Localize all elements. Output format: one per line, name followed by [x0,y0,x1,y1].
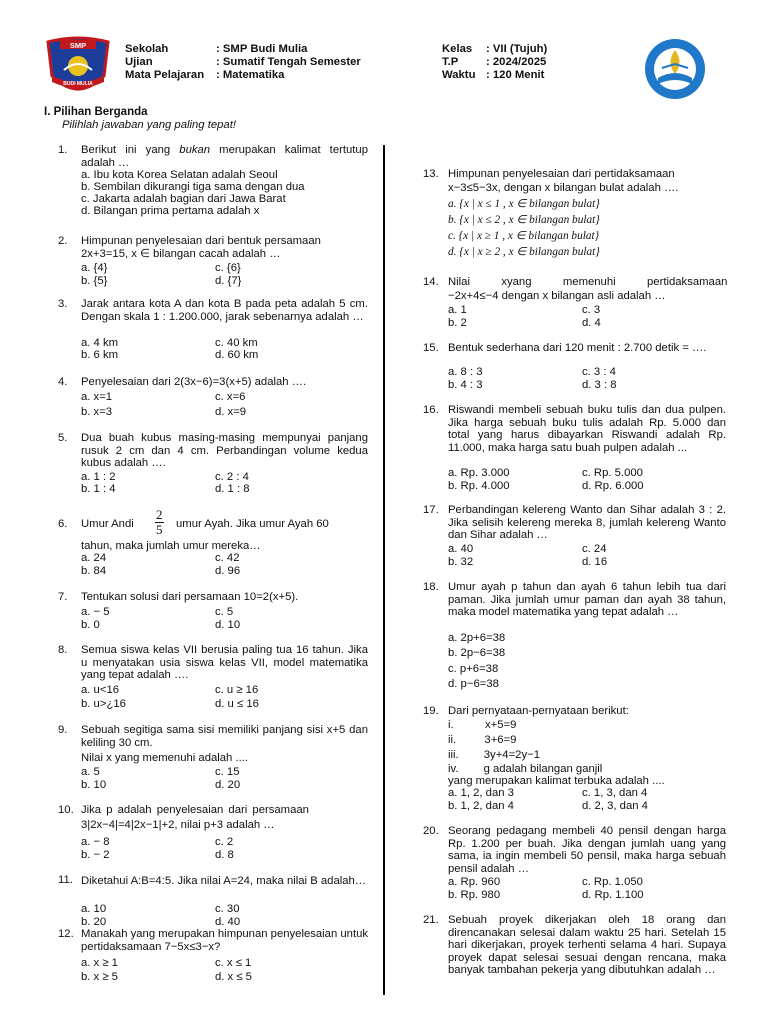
question-text-end: tahun, maka jumlah umur mereka… [81,540,261,552]
option-b[interactable]: b. 6 km [81,349,119,361]
option-c[interactable]: c. Rp. 5.000 [582,467,643,479]
question-text: Berikut ini yang bukan merupakan kalimat tertutup adalah … [81,144,368,169]
exam-label: Ujian [125,56,153,68]
question-10 [58,804,368,864]
option-b[interactable]: b. 20 [81,916,107,928]
option-a[interactable]: a. 4 km [81,337,119,349]
time-label: Waktu [442,69,476,81]
option-d[interactable]: d. 60 km [215,349,259,361]
option-d[interactable]: d. Rp. 1.100 [582,889,644,901]
option-c[interactable]: c. 30 [215,903,240,915]
option-b[interactable]: b. 1, 2, dan 4 [448,800,514,812]
statement-iii: iii. 3y+4=2y−1 [448,749,540,761]
question-text: Penyelesaian dari 2(3x−6)=3(x+5) adalah …. [81,376,307,388]
option-d[interactable]: d. 4 [582,317,601,329]
option-d[interactable]: d. x ≤ 5 [215,971,252,983]
question-5 [58,432,368,498]
question-equation: x−3≤5−3x, dengan x bilangan bulat adalah …. [448,182,679,194]
question-text-start: Umur Andi [81,518,134,530]
question-number: 20. [423,825,439,837]
question-text: Perbandingan kelereng Wanto dan Sihar adalah 3 : 2. Jika selisih kelereng mereka 8, jumlah kelereng Wanto dan Sihar adalah … [448,504,726,541]
option-b[interactable]: b. Sembilan dikurangi tiga sama dengan dua [81,181,305,193]
question-text: Jarak antara kota A dan kota B pada peta adalah 5 cm. Dengan skala 1 : 1.200.000, jarak sebenarnya adalah … [81,298,368,323]
question-3 [58,298,368,366]
option-d[interactable]: d. 1 : 8 [215,483,250,495]
question-2 [58,235,368,291]
column-divider [383,145,385,995]
option-b[interactable]: b. 84 [81,565,107,577]
tut-wuri-handayani-logo [634,38,716,100]
option-c[interactable]: c. 1, 3, dan 4 [582,787,648,799]
question-18 [423,581,726,693]
option-b[interactable]: b. 2p−6=38 [448,647,506,659]
question-number: 2. [58,235,68,247]
option-a[interactable]: a. 10 [81,903,107,915]
option-c[interactable]: c. 2 : 4 [215,471,249,483]
statement-iv: iv. g adalah bilangan ganjil [448,763,603,775]
option-d[interactable]: d. 8 [215,849,234,861]
option-a[interactable]: a. 1 : 2 [81,471,116,483]
option-b[interactable]: b. 2 [448,317,467,329]
question-13 [423,168,726,260]
question-number: 1. [58,144,68,156]
school-label: Sekolah [125,43,169,55]
option-d[interactable]: d. x=9 [215,406,247,418]
option-c[interactable]: c. 42 [215,552,240,564]
option-d[interactable]: d. 16 [582,556,608,568]
question-11 [58,874,368,926]
question-text-2: Nilai x yang memenuhi adalah .... [81,752,249,764]
fraction-denominator: 5 [156,522,163,537]
question-number: 12. [58,928,74,940]
option-d[interactable]: d. 40 [215,916,241,928]
question-text-2: yang merupakan kalimat terbuka adalah .... [448,775,665,787]
question-15 [423,342,726,396]
option-b[interactable]: b. 4 : 3 [448,379,483,391]
option-c[interactable]: c. 3 : 4 [582,366,616,378]
question-16 [423,404,726,496]
option-b[interactable]: b. Rp. 4.000 [448,480,510,492]
question-text: Himpunan penyelesaian dari bentuk persamaan [81,235,321,247]
class-label: Kelas [442,43,473,55]
option-d[interactable]: d. {7} [215,275,242,287]
question-text: Semua siswa kelas VII berusia paling tua 16 tahun. Jika u menyatakan usia siswa kelas VII, model matematika yang tepat adalah …. [81,644,368,681]
question-1 [58,144,368,224]
option-c[interactable]: c. u ≥ 16 [215,684,259,696]
question-number: 9. [58,724,68,736]
year-value: : 2024/2025 [486,56,547,68]
question-number: 16. [423,404,439,416]
question-number: 17. [423,504,439,516]
question-number: 11. [58,874,73,886]
question-number: 5. [58,432,68,444]
section-instruction: Pilihlah jawaban yang paling tepat! [62,119,236,131]
option-d[interactable]: d. {x | x ≥ 2 , x ∈ bilangan bulat} [448,246,600,258]
question-19 [423,705,726,815]
question-equation: −2x+4≤−4 dengan x bilangan asli adalah … [448,290,666,302]
option-c[interactable]: c. {x | x ≥ 1 , x ∈ bilangan bulat} [448,230,600,242]
question-21 [423,914,726,994]
question-number: 14. [423,276,439,288]
option-d[interactable]: d. Bilangan prima pertama adalah x [81,205,260,217]
question-9 [58,724,368,794]
question-14 [423,276,726,332]
option-c[interactable]: c. p+6=38 [448,663,499,675]
option-a[interactable]: a. − 5 [81,606,110,618]
question-number: 6. [58,518,68,530]
question-number: 13. [423,168,439,180]
option-a[interactable]: a. {4} [81,262,108,274]
option-d[interactable]: d. p−6=38 [448,678,499,690]
option-b[interactable]: b. x ≥ 5 [81,971,118,983]
option-c[interactable]: c. x=6 [215,391,246,403]
class-value: : VII (Tujuh) [486,43,548,55]
statement-i: i. x+5=9 [448,719,517,731]
option-d[interactable]: d. u ≤ 16 [215,698,259,710]
question-number: 21. [423,914,439,926]
option-a[interactable]: a. u<16 [81,684,120,696]
option-b[interactable]: b. 0 [81,619,100,631]
question-text: Himpunan penyelesaian dari pertidaksamaan [448,168,675,180]
question-12 [58,928,368,988]
question-6 [58,508,368,580]
question-number: 4. [58,376,68,388]
logo-subtext: BUDI MULIA [63,81,93,87]
option-d[interactable]: d. 3 : 8 [582,379,617,391]
question-17 [423,504,726,570]
exam-value: : Sumatif Tengah Semester [216,56,361,68]
question-number: 15. [423,342,439,354]
option-a[interactable]: a. 40 [448,543,474,555]
option-c[interactable]: c. {6} [215,262,241,274]
school-value: : SMP Budi Mulia [216,43,308,55]
question-text: Nilai xyang memenuhi pertidaksamaan [448,276,728,288]
subject-label: Mata Pelajaran [125,69,205,81]
fraction [149,508,170,537]
section-title: I. Pilihan Berganda [44,106,148,118]
option-b[interactable]: b. Rp. 980 [448,889,501,901]
option-c[interactable]: c. 5 [215,606,234,618]
question-8 [58,644,368,714]
option-b[interactable]: b. u>¿16 [81,698,126,710]
option-a[interactable]: a. 8 : 3 [448,366,483,378]
option-b[interactable]: b. − 2 [81,849,110,861]
school-logo [44,36,112,98]
option-a[interactable]: a. x=1 [81,391,113,403]
option-d[interactable]: d. 10 [215,619,241,631]
question-text: Dari pernyataan-pernyataan berikut: [448,705,629,717]
question-20 [423,825,726,905]
option-a[interactable]: a. {x | x ≤ 1 , x ∈ bilangan bulat} [448,198,600,210]
option-a[interactable]: a. Ibu kota Korea Selatan adalah Seoul [81,169,278,181]
option-c[interactable]: c. 40 km [215,337,258,349]
question-number: 18. [423,581,439,593]
question-equation: 2x+3=15, x ∈ bilangan cacah adalah … [81,248,281,260]
option-a[interactable]: a. − 8 [81,836,110,848]
statement-ii: ii. 3+6=9 [448,734,517,746]
option-c[interactable]: c. 15 [215,766,240,778]
option-d[interactable]: d. 96 [215,565,241,577]
question-equation: 3|2x−4|=4|2x−1|+2, nilai p+3 adalah … [81,819,275,831]
question-number: 7. [58,591,68,603]
option-c[interactable]: c. 2 [215,836,234,848]
question-text: Sebuah proyek dikerjakan oleh 18 orang dan direncanakan selesai dalam waktu 25 hari. Setelah 15 hari dikerjakan, proyek terhenti selama 4 hari. Supaya proyek dapat selesai sesuai dengan rencana, maka banyak tambahan pekerja yang dibutuhkan adalah … [448,914,726,976]
question-number: 10. [58,804,74,816]
question-number: 3. [58,298,68,310]
option-b[interactable]: b. {x | x ≤ 2 , x ∈ bilangan bulat} [448,214,600,226]
option-d[interactable]: d. 20 [215,779,241,791]
option-d[interactable]: d. Rp. 6.000 [582,480,644,492]
question-text: Dua buah kubus masing-masing mempunyai panjang rusuk 2 cm dan 4 cm. Perbandingan volume kedua kubus adalah …. [81,432,368,469]
option-a[interactable]: a. 24 [81,552,107,564]
question-text: Tentukan solusi dari persamaan 10=2(x+5). [81,591,299,603]
option-a[interactable]: a. 1 [448,304,467,316]
question-text: Umur ayah p tahun dan ayah 6 tahun lebih tua dari paman. Jika jumlah umur paman dan ayah 38 tahun, maka model matematika yang tepat adalah … [448,581,726,618]
option-b[interactable]: b. x=3 [81,406,113,418]
logo-text: SMP [69,41,87,50]
option-a[interactable]: a. 1, 2, dan 3 [448,787,514,799]
question-text: Manakah yang merupakan himpunan penyelesaian untuk pertidaksamaan 7−5x≤3−x? [81,928,369,953]
option-a[interactable]: a. Rp. 3.000 [448,467,510,479]
option-d[interactable]: d. 2, 3, dan 4 [582,800,648,812]
option-b[interactable]: b. 32 [448,556,474,568]
subject-value: : Matematika [216,69,285,81]
option-b[interactable]: b. 10 [81,779,107,791]
question-text: Bentuk sederhana dari 120 menit : 2.700 detik = …. [448,342,707,354]
option-c[interactable]: c. Jakarta adalah bagian dari Jawa Barat [81,193,286,205]
question-4 [58,376,368,422]
question-number: 19. [423,705,439,717]
question-7 [58,591,368,633]
option-c[interactable]: c. x ≤ 1 [215,957,252,969]
option-a[interactable]: a. Rp. 960 [448,876,501,888]
option-a[interactable]: a. 2p+6=38 [448,632,506,644]
question-text: Jika p adalah penyelesaian dari persamaan [81,804,309,816]
question-text-middle: umur Ayah. Jika umur Ayah 60 [176,518,329,530]
option-b[interactable]: b. {5} [81,275,108,287]
option-c[interactable]: c. 24 [582,543,607,555]
question-text: Sebuah segitiga sama sisi memiliki panjang sisi x+5 dan keliling 30 cm. [81,724,368,749]
time-value: : 120 Menit [486,69,545,81]
fraction-numerator: 2 [156,507,163,522]
option-c[interactable]: c. Rp. 1.050 [582,876,643,888]
option-c[interactable]: c. 3 [582,304,601,316]
question-text: Diketahui A:B=4:5. Jika nilai A=24, maka nilai B adalah… [81,875,367,887]
question-text: Riswandi membeli sebuah buku tulis dan dua pulpen. Jika harga sebuah buku tulis adalah Rp. 5.000 dan total yang harus dibayarkan Riswandi adalah Rp. 11.000, maka harga satu buah pulpen adalah ... [448,404,726,454]
option-a[interactable]: a. x ≥ 1 [81,957,118,969]
question-number: 8. [58,644,68,656]
year-label: T.P [442,56,459,68]
question-text: Seorang pedagang membeli 40 pensil dengan harga Rp. 1.200 per buah. Jika dengan jumlah uang yang sama, ia ingin membeli 50 pensil, maka harga sebuah pensil adalah … [448,825,726,875]
option-b[interactable]: b. 1 : 4 [81,483,116,495]
option-a[interactable]: a. 5 [81,766,100,778]
